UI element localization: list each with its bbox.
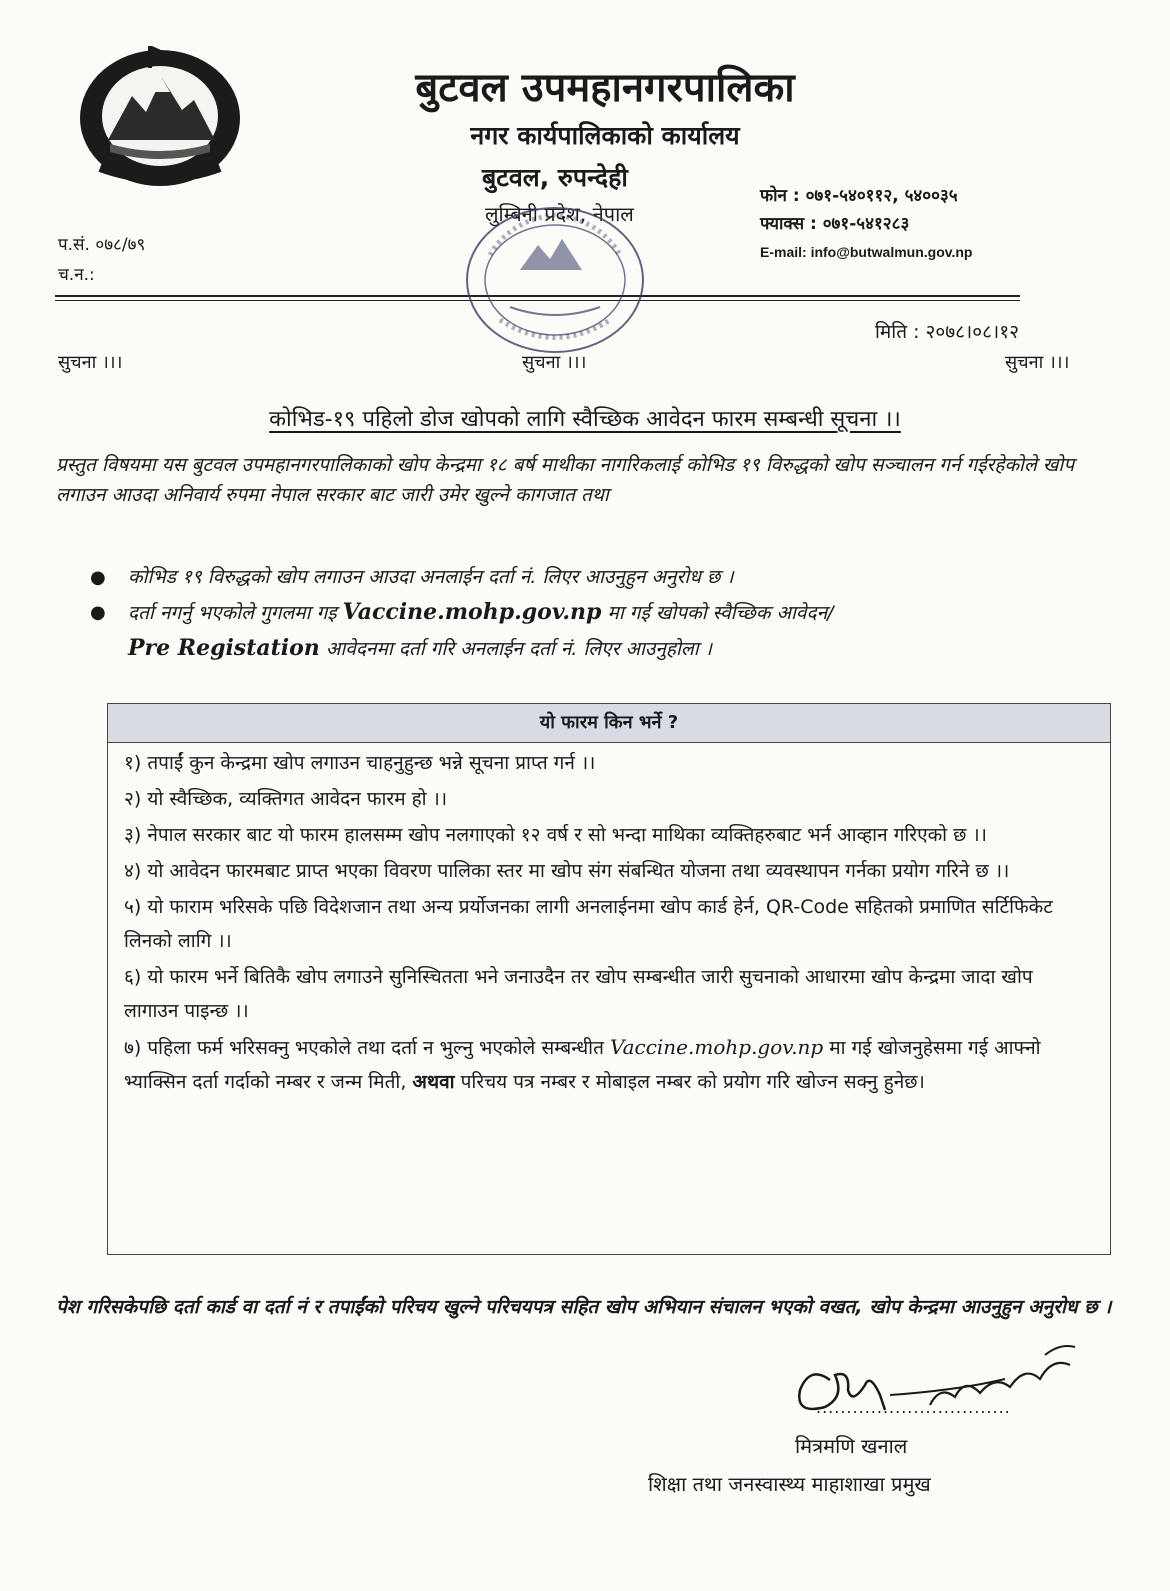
instruction-list bbox=[90, 560, 1130, 667]
bullet-text: मा गई खोपको स्वैच्छिक आवेदन/ bbox=[601, 602, 834, 624]
why-fill-form-box bbox=[107, 703, 1111, 1255]
intro-paragraph: प्रस्तुत विषयमा यस बुटवल उपमहानगरपालिकाको खोप केन्द्रमा १८ बर्ष माथीका नागरिकलाई कोभिड १९ विरुद्धको खोप सञ्चालन गर्न गईरहेकोले खोप लगाउन आउदा अनिवार्य रुपमा नेपाल सरकार बाट जारी उमेर खुल्ने कागजात तथा bbox=[56, 454, 1075, 506]
list-item bbox=[90, 595, 1130, 667]
fax-number: फ्याक्स : ०७१-५४१२८३ bbox=[760, 214, 910, 234]
signatory-name: मित्रमणि खनाल bbox=[795, 1434, 908, 1458]
reason-text: मा गई खोजनुहेसमा गई आफ्नो भ्याक्सिन दर्ता गर्दाको नम्बर र जन्म मिती, bbox=[124, 1037, 1041, 1093]
office-subtitle: नगर कार्यपालिकाको कार्यालय bbox=[470, 121, 740, 150]
contact-block bbox=[760, 182, 973, 266]
reason-text: ७) पहिला फर्म भरिसक्नु भएकोले तथा दर्ता न भुल्नु भएकोले सम्बन्धीत bbox=[124, 1037, 610, 1059]
reason-item bbox=[124, 1030, 1084, 1099]
reason-emphasis: अथवा bbox=[412, 1071, 455, 1093]
office-name: बुटवल उपमहानगरपालिका bbox=[415, 65, 795, 111]
office-stamp-icon bbox=[450, 195, 660, 370]
signature-line: ................................ bbox=[816, 1398, 1011, 1417]
office-province: लुम्बिनी प्रदेश, नेपाल bbox=[485, 202, 634, 226]
bullet-text: दर्ता नगर्नु भएकोले गुगलमा गइ bbox=[128, 602, 343, 624]
vaccine-portal-link[interactable]: Vaccine.mohp.gov.np bbox=[609, 1035, 824, 1059]
reference-block bbox=[58, 230, 145, 290]
reason-item: ४) यो आवेदन फारमबाट प्राप्त भएका विवरण पालिका स्तर मा खोप संग संबन्धित योजना तथा व्यवस्थापन गर्नका प्रयोग गरिने छ ।। bbox=[124, 860, 1010, 882]
list-item bbox=[90, 560, 1130, 595]
box-heading: यो फारम किन भर्ने ? bbox=[108, 704, 1110, 743]
email-address: E-mail: info@butwalmun.gov.np bbox=[760, 244, 973, 260]
reason-item: ५) यो फाराम भरिसके पछि विदेशजान तथा अन्य प्रर्योजनका लागी अनलाईनमा खोप कार्ड हेर्न, QR-Code सहितको प्रमाणित सर्टिफिकेट लिनको लागि ।। bbox=[124, 896, 1053, 952]
notice-label-right: सुचना ।।। bbox=[1005, 352, 1070, 373]
reason-item: २) यो स्वैच्छिक, व्यक्तिगत आवेदन फारम हो ।। bbox=[124, 788, 448, 810]
notice-label-center: सुचना ।।। bbox=[522, 352, 587, 373]
bullet-text: कोभिड १९ विरुद्धको खोप लगाउन आउदा अनलाईन दर्ता नं. लिएर आउनुहुन अनुरोध छ । bbox=[128, 566, 734, 588]
signatory-post: शिक्षा तथा जनस्वास्थ्य माहाशाखा प्रमुख bbox=[648, 1472, 931, 1496]
reason-item: ३) नेपाल सरकार बाट यो फारम हालसम्म खोप नलगाएको १२ वर्ष र सो भन्दा माथिका व्यक्तिहरुबाट भर्न आव्हान गरिएको छ ।। bbox=[124, 824, 987, 846]
reason-item: १) तपाईं कुन केन्द्रमा खोप लगाउन चाहनुहुन्छ भन्ने सूचना प्राप्त गर्न ।। bbox=[124, 752, 596, 774]
notice-title bbox=[0, 403, 1170, 433]
footer-note: पेश गरिसकेपछि दर्ता कार्ड वा दर्ता नं र तपाईंको परिचय खुल्ने परिचयपत्र सहित खोप अभियान संचालन भएको वखत, खोप केन्द्रमा आउनुहुन अनुरोध छ । bbox=[56, 1296, 1112, 1318]
bullet-text: आवेदनमा दर्ता गरि अनलाईन दर्ता नं. लिएर आउनुहोला । bbox=[319, 638, 712, 660]
reason-text: परिचय पत्र नम्बर र मोबाइल नम्बर को प्रयोग गरि खोज्न सक्नु हुनेछ। bbox=[454, 1071, 925, 1093]
pre-registration-label: Pre Registation bbox=[128, 635, 320, 661]
notice-title-text: कोभिड-१९ पहिलो डोज खोपको लागि स्वैच्छिक आवेदन फारम सम्बन्धी सूचना ।। bbox=[269, 407, 901, 432]
reason-item: ६) यो फारम भर्ने बितिकै खोप लगाउने सुनिस्चितता भने जनाउदैन तर खोप सम्बन्धीत जारी सुचनाको आधारमा खोप केन्द्रमा जादा खोप लागाउन पाइन्छ ।। bbox=[124, 966, 1033, 1022]
vaccine-portal-link[interactable]: Vaccine.mohp.gov.np bbox=[342, 599, 602, 625]
box-content bbox=[124, 746, 1084, 1101]
reference-number: प.सं. ०७८/७९ bbox=[58, 235, 146, 255]
office-city: बुटवल, रुपन्देही bbox=[482, 163, 628, 192]
phone-number: फोन : ०७१-५४०११२, ५४००३५ bbox=[760, 186, 958, 206]
notice-label-left: सुचना ।।। bbox=[58, 352, 123, 373]
dispatch-number: च.न.: bbox=[58, 265, 95, 285]
letter-date: मिति : २०७८।०८।१२ bbox=[875, 321, 1019, 343]
